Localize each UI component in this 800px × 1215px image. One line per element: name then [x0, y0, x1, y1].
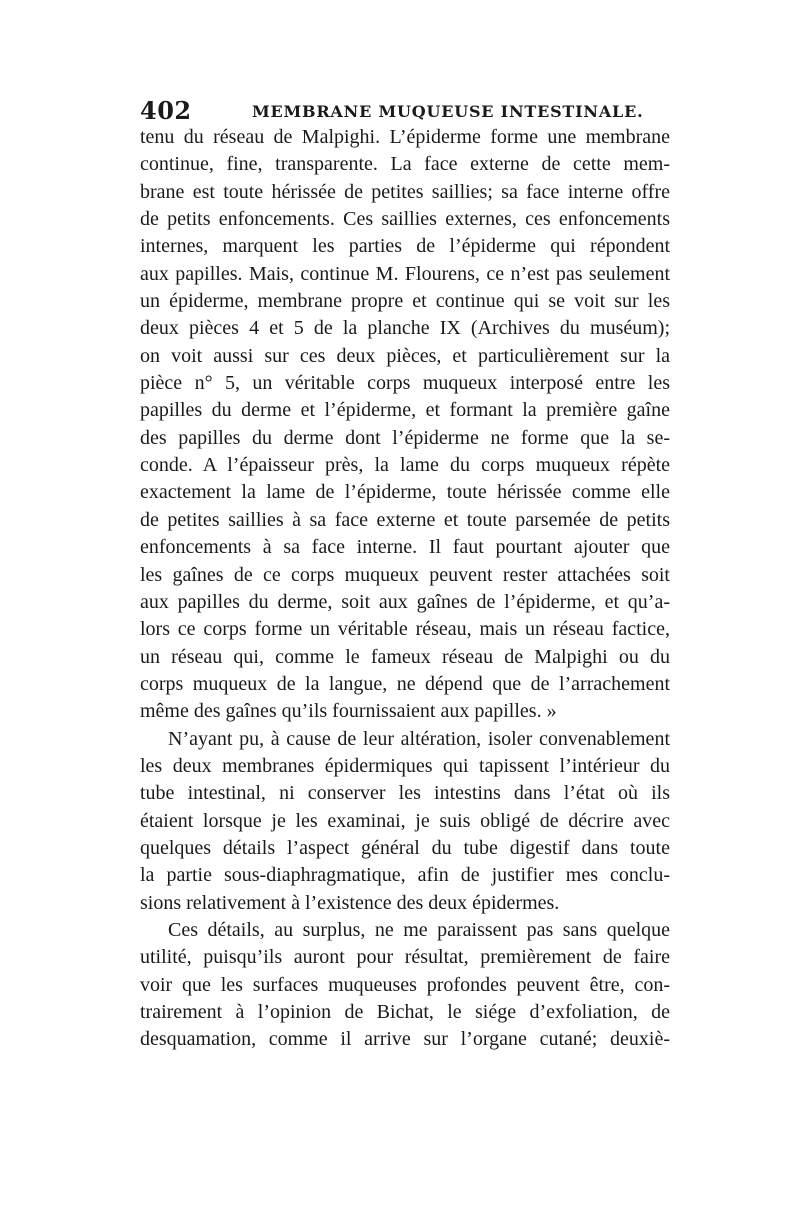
- text-line: voir que les surfaces muqueuses profondes peuvent être, con-: [140, 973, 670, 996]
- text-line: N’ayant pu, à cause de leur altération, isoler convenablement: [168, 727, 670, 750]
- text-line: un réseau qui, comme le fameux réseau de Malpighi ou du: [140, 645, 670, 668]
- text-line: aux papilles. Mais, continue M. Flourens, ce n’est pas seulement: [140, 262, 670, 285]
- body-text: [140, 124, 670, 1054]
- text-line: trairement à l’opinion de Bichat, le siége d’exfoliation, de: [140, 1001, 670, 1023]
- running-title: MEMBRANE MUQUEUSE INTESTINALE.: [252, 102, 644, 121]
- text-line: étaient lorsque je les examinai, je suis obligé de décrire avec: [140, 809, 670, 832]
- text-line: desquamation, comme il arrive sur l’organe cutané; deuxiè-: [140, 1028, 670, 1051]
- text-line: on voit aussi sur ces deux pièces, et particulièrement sur la: [140, 344, 670, 367]
- text-line: pièce n° 5, un véritable corps muqueux interposé entre les: [140, 372, 670, 395]
- text-line: deux pièces 4 et 5 de la planche IX (Archives du muséum);: [140, 317, 670, 340]
- text-line: même des gaînes qu’ils fournissaient aux papilles. »: [140, 700, 557, 723]
- text-line: tube intestinal, ni conserver les intestins dans l’état où ils: [140, 782, 670, 805]
- text-line: conde. A l’épaisseur près, la lame du corps muqueux répète: [140, 454, 670, 477]
- text-line: exactement la lame de l’épiderme, toute hérissée comme elle: [140, 481, 670, 504]
- text-line: de petits enfoncements. Ces saillies externes, ces enfoncements: [140, 208, 670, 231]
- text-line: aux papilles du derme, soit aux gaînes de l’épiderme, et qu’a-: [140, 590, 670, 613]
- text-line: corps muqueux de la langue, ne dépend que de l’arrachement: [140, 672, 670, 695]
- text-line: la partie sous-diaphragmatique, afin de justifier mes conclu-: [140, 864, 670, 887]
- text-line: les gaînes de ce corps muqueux peuvent rester attachées soit: [140, 563, 670, 586]
- page-number: 402: [140, 96, 192, 125]
- text-line: Ces détails, au surplus, ne me paraissent pas sans quelque: [168, 918, 670, 941]
- text-line: un épiderme, membrane propre et continue qui se voit sur les: [140, 290, 670, 313]
- text-line: de petites saillies à sa face externe et toute parsemée de petits: [140, 508, 670, 531]
- text-line: sions relativement à l’existence des deux épidermes.: [140, 891, 560, 914]
- text-line: internes, marquent les parties de l’épiderme qui répondent: [140, 235, 670, 258]
- text-line: les deux membranes épidermiques qui tapissent l’intérieur du: [140, 754, 670, 777]
- text-line: enfoncements à sa face interne. Il faut pourtant ajouter que: [140, 536, 670, 559]
- text-line: tenu du réseau de Malpighi. L’épiderme forme une membrane: [140, 126, 670, 148]
- text-line: utilité, puisqu’ils auront pour résultat, premièrement de faire: [140, 946, 670, 969]
- text-line: brane est toute hérissée de petites saillies; sa face interne offre: [140, 180, 670, 203]
- text-line: des papilles du derme dont l’épiderme ne forme que la se-: [140, 426, 670, 449]
- text-line: quelques détails l’aspect général du tube digestif dans toute: [140, 836, 670, 859]
- text-line: papilles du derme et l’épiderme, et formant la première gaîne: [140, 399, 670, 422]
- text-line: lors ce corps forme un véritable réseau, mais un réseau factice,: [140, 618, 670, 641]
- text-line: continue, fine, transparente. La face externe de cette mem-: [140, 153, 670, 176]
